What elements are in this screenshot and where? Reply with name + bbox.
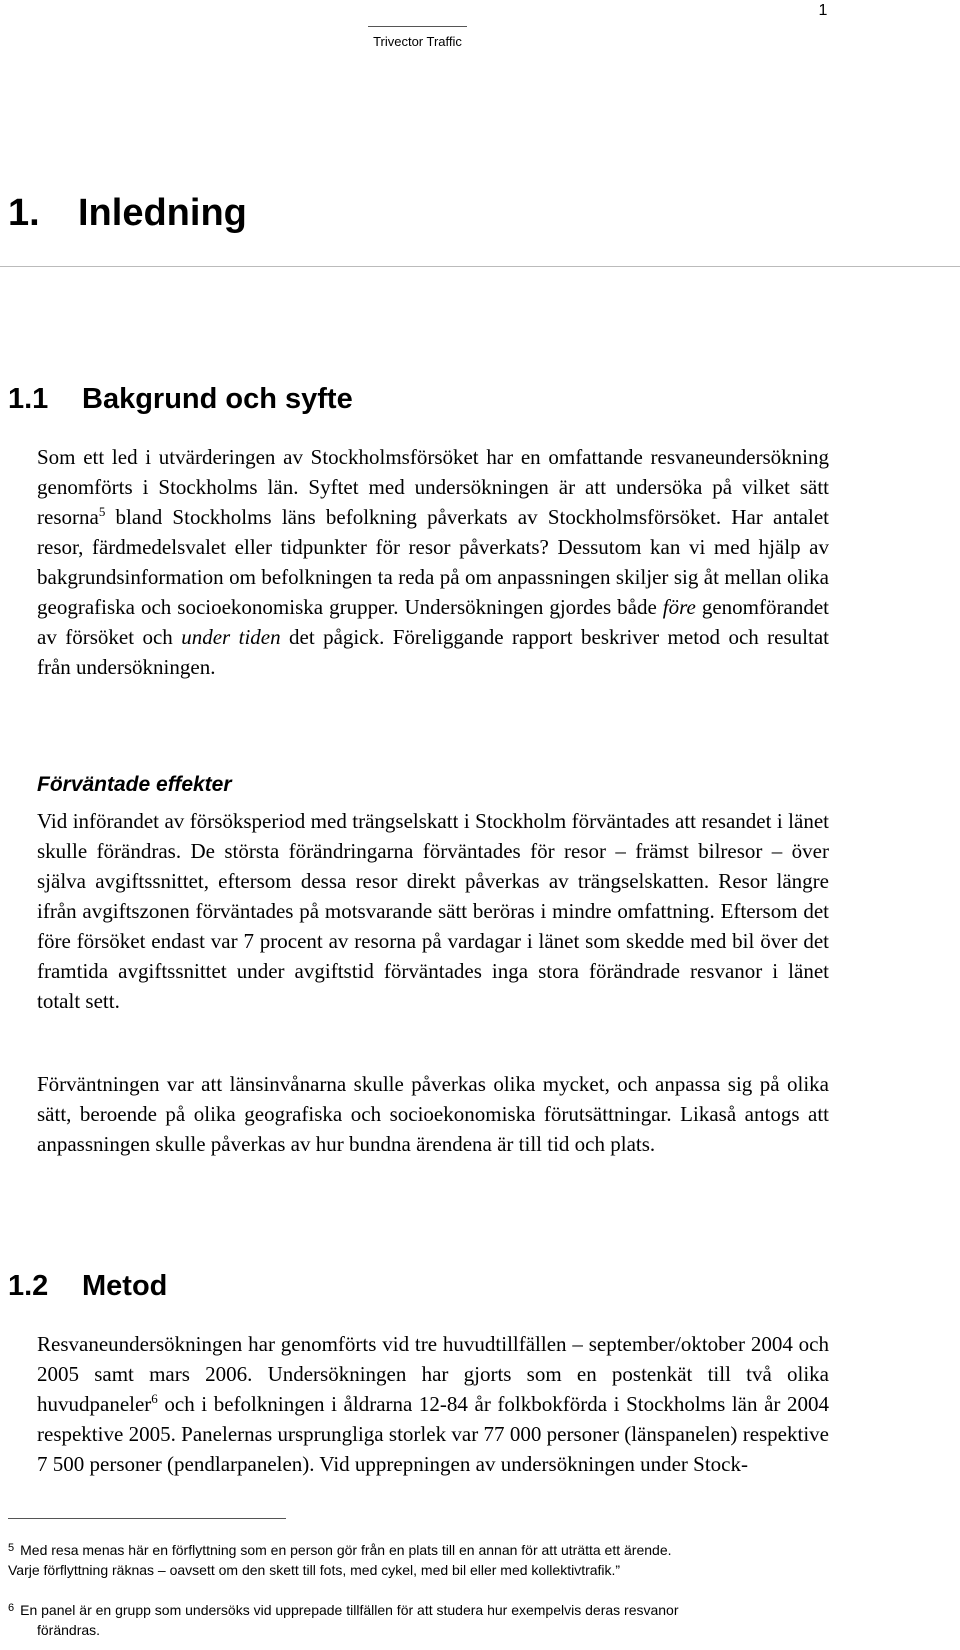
section-heading-metod — [8, 1270, 167, 1303]
section-number: 1.1 — [8, 383, 49, 415]
chapter-heading — [8, 192, 247, 235]
subheading-forvantade-effekter: Förväntade effekter — [37, 773, 232, 796]
footnote-marker: 6 — [8, 1602, 15, 1614]
footnote-ref-5: 5 — [98, 504, 106, 519]
paragraph-metod: Resvaneundersökningen har genomförts vid tre huvudtillfällen – september/oktober 2004 och 2005 samt mars 2006. Undersökningen har gjorts som en postenkät till två olika huvudpaneler$^6$ och i befolkningen i åldrarna 12-84 år folkbokförda i Stockholms län år 2004 respektive 2005. Panelernas ursprungliga storlek var 77 000 personer (länspanelen) respektive 7 500 personer (pendlarpanelen). Vid upprepningen av undersökningen under Stock- — [37, 1332, 829, 1476]
chapter-title: Inledning — [78, 192, 247, 234]
footnote-5: $^5$ Med resa menas här en förflyttning som en person gör från en plats till en annan för att uträtta ett ärende. Varje förflyttning räknas – oavsett om den skett till fots, med cykel, med bil eller med kollektivtrafik.” — [8, 1542, 672, 1578]
chapter-rule — [0, 266, 960, 267]
footnote-divider — [8, 1518, 286, 1519]
paragraph-forvantningen: Förväntningen var att länsinvånarna skulle påverkas olika mycket, och anpassa sig på olika sätt, beroende på olika geografiska och socioekonomiska förutsättningar. Likaså antogs att anpassningen skulle påverkas av hur bundna ärendena är till tid och plats. — [37, 1072, 829, 1156]
footnote-ref-6: 6 — [151, 1391, 158, 1406]
section-number: 1.2 — [8, 1270, 49, 1302]
footnote-marker: 5 — [8, 1542, 15, 1554]
section-title: Metod — [82, 1270, 168, 1302]
chapter-number: 1. — [8, 192, 40, 234]
header-divider — [368, 26, 467, 27]
section-heading-bakgrund — [8, 383, 353, 416]
page-number: 1 — [818, 2, 828, 19]
paragraph-effekter: Vid införandet av försöksperiod med trängselskatt i Stockholm förväntades att resandet i länet skulle förändras. De största förändringarna förväntades för resor – främst bilresor – över själva avgiftssnittet, eftersom dessa resor direkt påverkas av trängselskatten. Resor längre ifrån avgiftszonen förväntades på motsvarande sätt beröras i mindre omfattning. Eftersom det före försöket endast var 7 procent av resorna på vardagar i länet som skedde med bil över det framtida avgiftssnittet under avgiftstid förväntades inga stora förändrade resvanor i länet totalt sett. — [37, 809, 829, 1013]
footnote-6: $^6$ En panel är en grupp som undersöks vid upprepade tillfällen för att studera hur exempelvis deras resvanor förändras. — [8, 1602, 679, 1638]
header-organization: Trivector Traffic — [373, 34, 462, 49]
section-title: Bakgrund och syfte — [82, 383, 353, 415]
paragraph-bakgrund: Som ett led i utvärderingen av Stockholmsförsöket har en omfattande resvaneundersökning genomförts i Stockholms län. Syftet med undersökningen är att undersöka på vilket sätt resorna$^5$ bland Stockholms läns befolkning påverkats av Stockholmsförsöket. Har antalet resor, färdmedelsvalet eller tidpunkter för resor påverkats? Dessutom kan vi med hjälp av bakgrundsinformation om befolkningen ta reda på om anpassningen skiljer sig åt mellan olika geografiska och socioekonomiska grupper. Undersökningen gjordes både före genomförandet av försöket och under tiden det pågick. Föreliggande rapport beskriver metod och resultat från undersökningen. — [37, 445, 829, 679]
